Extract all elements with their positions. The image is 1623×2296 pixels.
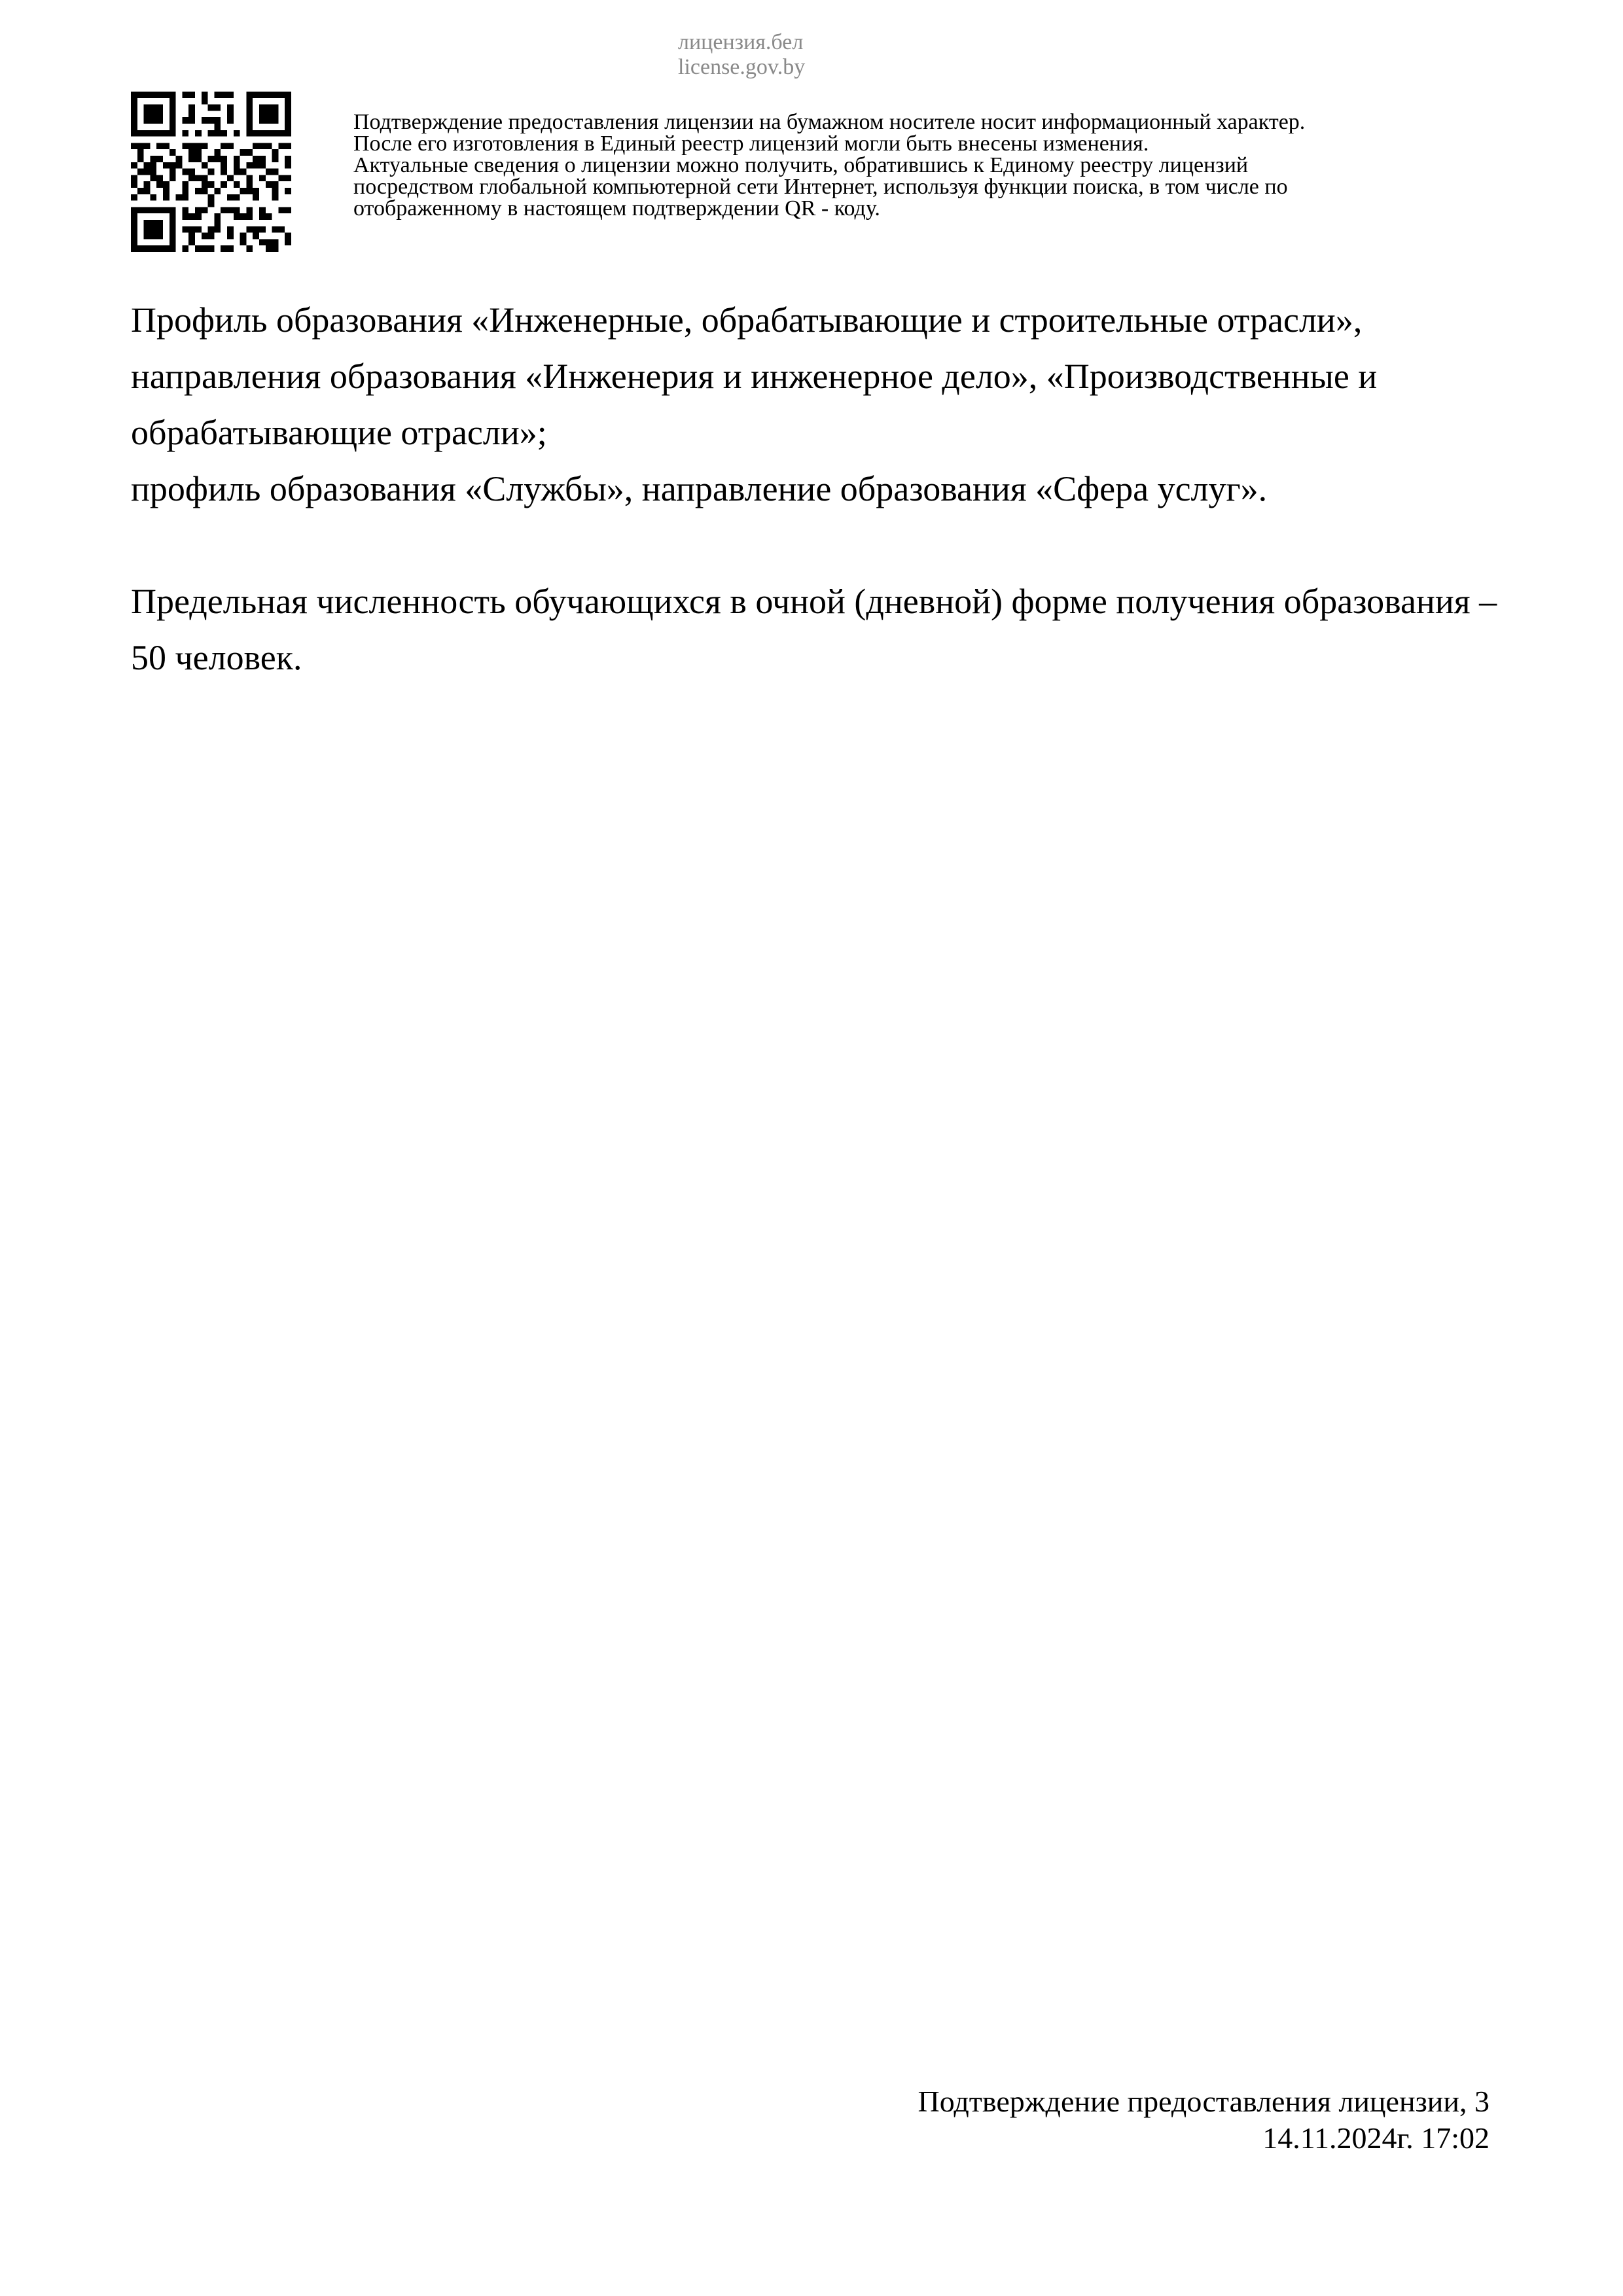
notice-line: Актуальные сведения о лицензии можно получить, обратившись к Единому реестру лицензий: [353, 153, 1249, 177]
education-profile-engineering: Профиль образования «Инженерные, обрабатывающие и строительные отрасли», направления образования «Инженерия и инженерное дело», «Производственные и обрабатывающие отрасли»;: [131, 300, 1378, 452]
paragraph-spacer: [131, 517, 1512, 573]
footer-datetime: 14.11.2024г. 17:02: [1262, 2121, 1489, 2155]
student-limit: Предельная численность обучающихся в очной (дневной) форме получения образования – 50 человек.: [131, 582, 1497, 677]
site-name-latin: license.gov.by: [678, 55, 806, 79]
education-profile-services: профиль образования «Службы», направление образования «Сфера услуг».: [131, 469, 1268, 508]
license-details: [131, 292, 1512, 686]
footer-document-page: Подтверждение предоставления лицензии, 3: [918, 2085, 1489, 2118]
page-footer: [918, 2083, 1489, 2157]
site-name-cyrillic: лицензия.бел: [678, 30, 804, 54]
qr-code-icon: [131, 92, 291, 252]
license-notice: [353, 111, 1584, 219]
notice-line: отображенному в настоящем подтверждении QR - коду.: [353, 196, 880, 221]
notice-line: После его изготовления в Единый реестр лицензий могли быть внесены изменения.: [353, 132, 1149, 156]
site-header: [678, 30, 887, 80]
notice-line: Подтверждение предоставления лицензии на бумажном носителе носит информационный характер.: [353, 110, 1306, 134]
notice-line: посредством глобальной компьютерной сети Интернет, используя функции поиска, в том числе по: [353, 175, 1288, 199]
